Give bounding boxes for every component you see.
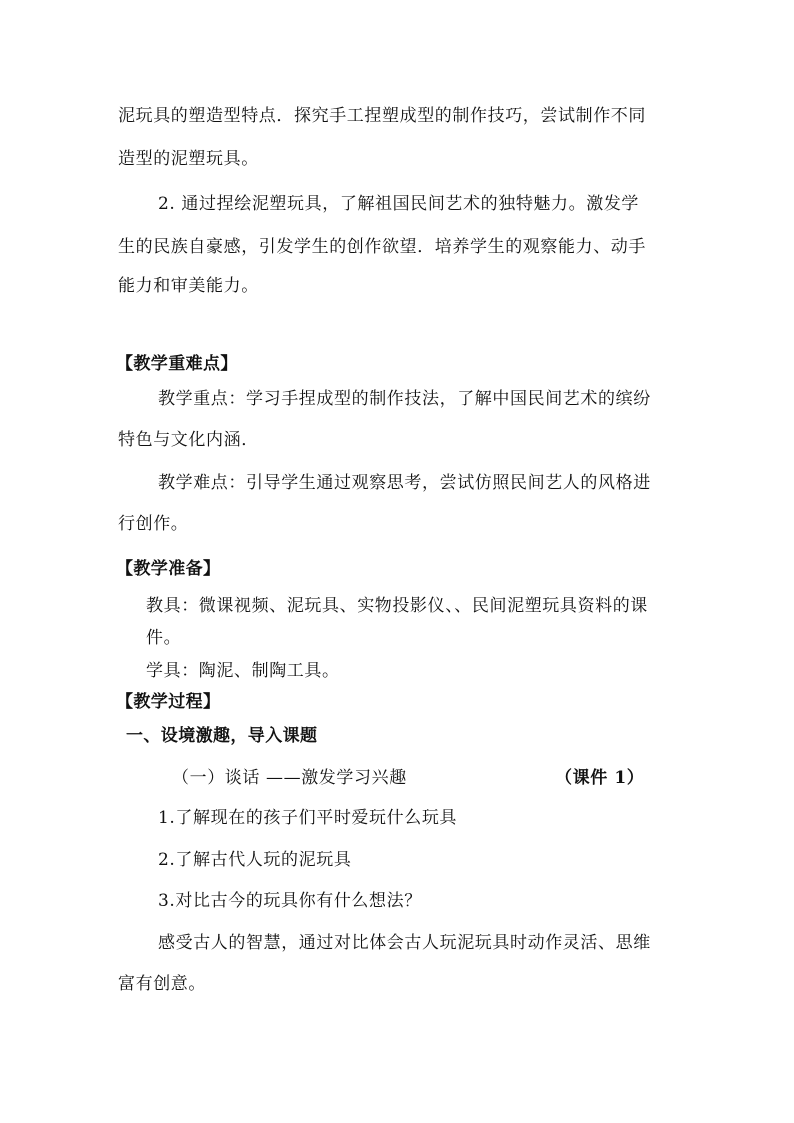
- subsection-1-title: （一）谈话 ——激发学习兴趣: [172, 768, 407, 788]
- preparation-heading: 【教学准备】: [116, 559, 221, 579]
- process-item-3: 3.对比古今的玩具你有什么想法？: [158, 891, 422, 911]
- courseware-tag: （课件 1）: [555, 768, 645, 788]
- objective-1-line-2: 造型的泥塑玩具。: [118, 149, 259, 169]
- summary-line-1: 感受古人的智慧，通过对比体会古人玩泥玩具时动作灵活、思维: [158, 933, 651, 953]
- teaching-focus-line-2: 特色与文化内涵．: [118, 430, 259, 450]
- student-materials: 学具：陶泥、制陶工具。: [146, 661, 340, 681]
- process-item-1: 1.了解现在的孩子们平时爱玩什么玩具: [158, 808, 458, 828]
- objective-2-line-1: 2. 通过捏绘泥塑玩具，了解祖国民间艺术的独特魅力。激发学: [158, 194, 640, 214]
- teaching-difficulty-line-1: 教学难点：引导学生通过观察思考，尝试仿照民间艺人的风格进: [158, 473, 651, 493]
- process-heading: 【教学过程】: [116, 692, 221, 712]
- teaching-difficulty-line-2: 行创作。: [118, 514, 189, 534]
- teacher-materials-line-2: 件。: [146, 628, 182, 648]
- objective-1-line-1: 泥玩具的塑造型特点．探究手工捏塑成型的制作技巧，尝试制作不同: [118, 106, 646, 126]
- key-points-heading: 【教学重难点】: [116, 354, 238, 374]
- section-1-title: 一、设境激趣，导入课题: [126, 726, 318, 746]
- teacher-materials-line-1: 教具：微课视频、泥玩具、实物投影仪、、民间泥塑玩具资料的课: [146, 596, 648, 616]
- process-item-2: 2.了解古代人玩的泥玩具: [158, 850, 352, 870]
- summary-line-2: 富有创意。: [118, 974, 206, 994]
- teaching-focus-line-1: 教学重点：学习手捏成型的制作技法，了解中国民间艺术的缤纷: [158, 389, 651, 409]
- objective-2-line-3: 能力和审美能力。: [118, 276, 259, 296]
- objective-2-line-2: 生的民族自豪感，引发学生的创作欲望．培养学生的观察能力、动手: [118, 237, 646, 257]
